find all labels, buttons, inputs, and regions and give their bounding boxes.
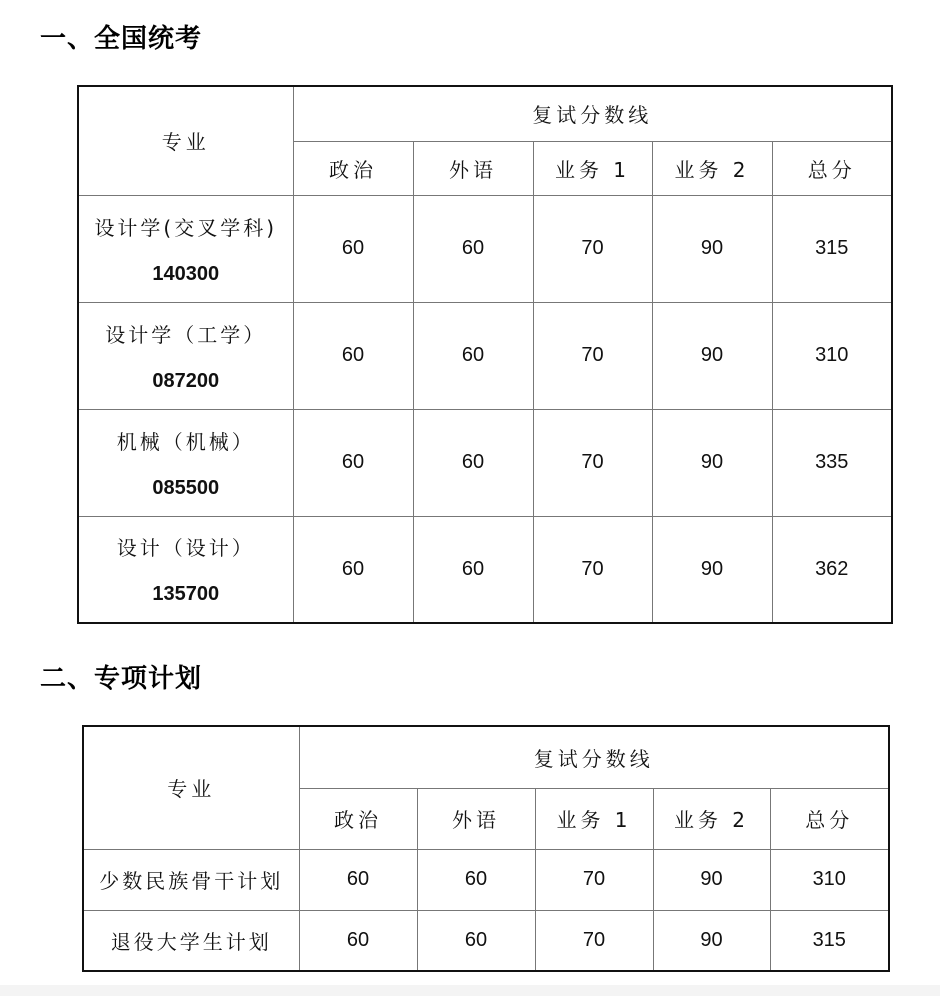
score-subject-2: 90 <box>652 195 772 302</box>
header-subject-2: 业务 2 <box>652 141 772 195</box>
national-exam-score-table <box>77 85 893 624</box>
score-foreign-language: 60 <box>413 409 533 516</box>
score-foreign-language: 60 <box>417 849 535 910</box>
major-code: 085500 <box>152 476 220 499</box>
score-subject-1: 70 <box>533 302 652 409</box>
score-total: 315 <box>772 195 892 302</box>
plan-name <box>83 910 299 971</box>
header-retest-score-line: 复试分数线 <box>293 86 892 141</box>
score-subject-2: 90 <box>652 409 772 516</box>
major-cell <box>78 195 293 302</box>
header-politics: 政治 <box>299 788 417 849</box>
table-row <box>78 302 892 409</box>
table-row <box>83 849 889 910</box>
score-subject-2: 90 <box>652 516 772 623</box>
major-code: 140300 <box>152 262 220 285</box>
score-foreign-language: 60 <box>413 516 533 623</box>
score-foreign-language: 60 <box>413 195 533 302</box>
major-cell <box>78 409 293 516</box>
header-total: 总分 <box>770 788 889 849</box>
plan-name-text: 退役大学生计划 <box>110 929 272 954</box>
major-cell <box>78 516 293 623</box>
score-subject-2: 90 <box>652 302 772 409</box>
major-code: 087200 <box>152 369 220 392</box>
score-subject-2: 90 <box>653 910 770 971</box>
score-politics: 60 <box>293 302 413 409</box>
special-plan-score-table <box>82 725 890 972</box>
score-subject-1: 70 <box>533 195 652 302</box>
table-row <box>78 409 892 516</box>
table-row <box>83 910 889 971</box>
header-politics: 政治 <box>293 141 413 195</box>
score-politics: 60 <box>299 910 417 971</box>
score-subject-1: 70 <box>533 409 652 516</box>
major-name: 设计（设计） <box>116 536 255 561</box>
header-foreign-language: 外语 <box>417 788 535 849</box>
major-cell <box>78 302 293 409</box>
plan-name <box>83 849 299 910</box>
header-subject-1: 业务 1 <box>535 788 653 849</box>
score-foreign-language: 60 <box>417 910 535 971</box>
score-subject-1: 70 <box>533 516 652 623</box>
header-retest-score-line: 复试分数线 <box>299 726 889 788</box>
score-subject-1: 70 <box>535 849 653 910</box>
score-subject-2: 90 <box>653 849 770 910</box>
score-total: 310 <box>772 302 892 409</box>
major-code: 135700 <box>152 583 220 606</box>
score-foreign-language: 60 <box>413 302 533 409</box>
plan-name-text: 少数民族骨干计划 <box>99 869 284 893</box>
section-title-national-exam: 一、全国统考 <box>40 24 203 54</box>
score-total: 310 <box>770 849 889 910</box>
score-total: 335 <box>772 409 892 516</box>
score-total: 315 <box>770 910 889 971</box>
table-row <box>78 195 892 302</box>
score-politics: 60 <box>293 409 413 516</box>
major-name: 设计学（工学） <box>105 322 267 347</box>
header-major: 专业 <box>78 86 293 195</box>
page-bottom-edge <box>0 985 940 996</box>
score-politics: 60 <box>299 849 417 910</box>
score-politics: 60 <box>293 516 413 623</box>
table-row <box>78 516 892 623</box>
score-total: 362 <box>772 516 892 623</box>
header-total: 总分 <box>772 141 892 195</box>
section-title-special-plan: 二、专项计划 <box>40 664 203 694</box>
header-foreign-language: 外语 <box>413 141 533 195</box>
score-subject-1: 70 <box>535 910 653 971</box>
header-subject-2: 业务 2 <box>653 788 770 849</box>
major-name: 机械（机械） <box>116 429 255 454</box>
header-major: 专业 <box>83 726 299 849</box>
score-politics: 60 <box>293 195 413 302</box>
major-name: 设计学(交叉学科) <box>94 215 278 240</box>
header-subject-1: 业务 1 <box>533 141 652 195</box>
